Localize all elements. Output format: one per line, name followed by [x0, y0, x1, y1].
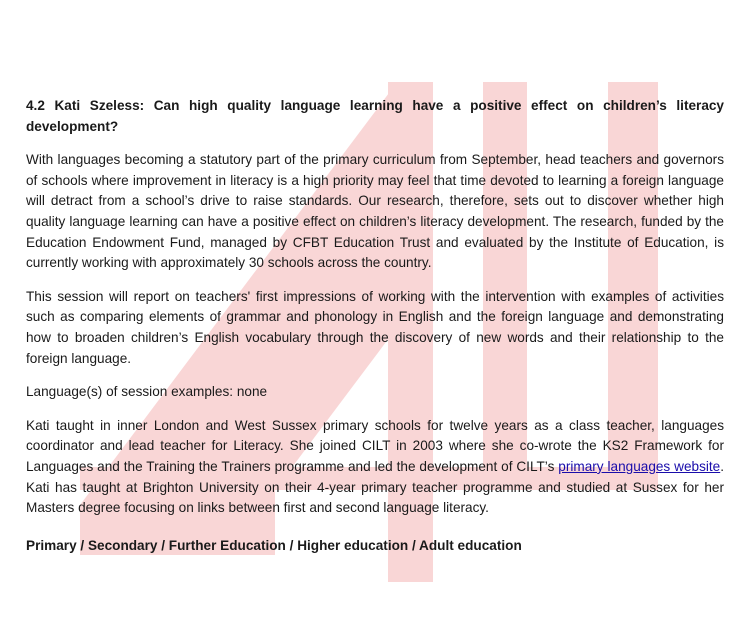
primary-languages-website-link[interactable]: primary languages website: [558, 458, 721, 474]
bio-text-after-link: . Kati has taught at Brighton University on their 4-year primary teacher programme and studied at Sussex for her Masters degree focusing on links between first and second language literacy.: [26, 458, 724, 516]
bio-text-before-link: Kati taught in inner London and West Sussex primary schools for twelve years as a class teacher, languages coordinator and lead teacher for Literacy. She joined CILT in 2003 where she co-wrote the KS2 Framework for Languages and the Training the Trainers programme and led the development of CILT’s: [26, 417, 724, 474]
paragraph-session: This session will report on teachers' first impressions of working with the intervention with examples of activities such as comparing elements of grammar and phonology in English and the foreign language and demonstrating how to broaden children’s English vocabulary through the discovery of new words and their relationship to the foreign language.: [26, 288, 724, 366]
speaker-bio: [26, 416, 724, 519]
session-heading: 4.2 Kati Szeless: Can high quality language learning have a positive effect on children’s literacy development?: [26, 98, 724, 134]
document-body: [26, 96, 724, 556]
education-levels: Primary / Secondary / Further Education / Higher education / Adult education: [26, 537, 522, 553]
paragraph-intro: With languages becoming a statutory part of the primary curriculum from September, head teachers and governors of schools where improvement in literacy is a high priority may feel that time devoted to learning a foreign language will detract from a school’s drive to raise standards. Our research, therefore, sets out to discover whether high quality language learning can have a positive effect on children’s literacy development. The research, funded by the Education Endowment Fund, managed by CFBT Education Trust and evaluated by the Institute of Education, is currently working with approximately 30 schools across the country.: [26, 152, 724, 271]
session-languages: Language(s) of session examples: none: [26, 384, 268, 400]
